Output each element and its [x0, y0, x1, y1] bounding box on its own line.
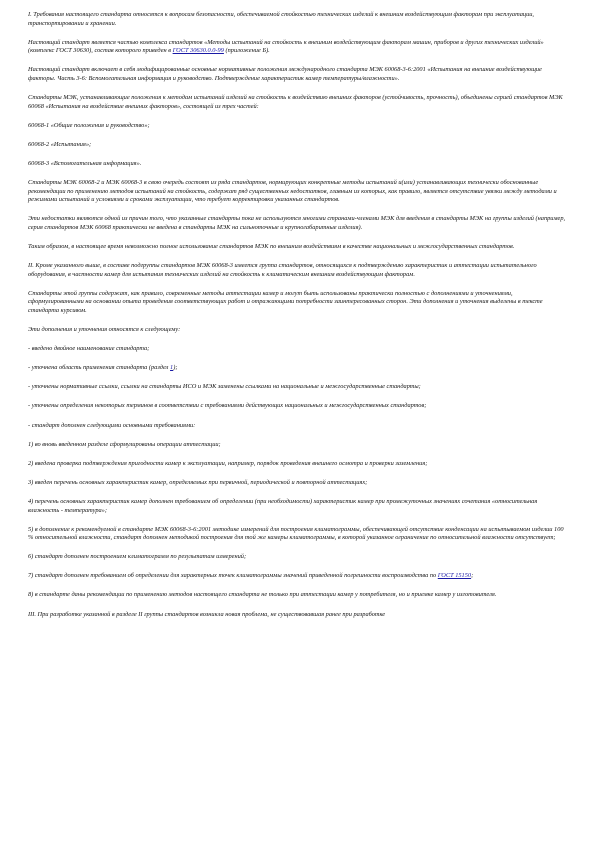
- paragraph: [28, 611, 567, 620]
- paragraph-text: 3) введен перечень основных характеристик камер, определяемых при первичной, периодической и повторной аттестациях;: [28, 478, 368, 486]
- paragraph: [28, 553, 567, 562]
- paragraph: [28, 460, 567, 469]
- paragraph: [28, 290, 567, 316]
- paragraph-text: I. Требования настоящего стандарта относятся к вопросам безопасности, обеспечиваемой стойкостью технических изделий к внешним воздействующим факторам при эксплуатации, транспортировании и хранении.: [28, 11, 535, 27]
- paragraph-text: Эти недостатки являются одной из причин того, что указанные стандарты пока не используются многими странами-членами МЭК для введения в стандарты МЭК на группы изделий (например, серия стандартов МЭК 60068 практически не введена в стандарты МЭК на сильноточные и крупногабаритные изделия).: [28, 215, 566, 231]
- paragraph: [28, 591, 567, 600]
- paragraph: [28, 498, 567, 515]
- paragraph-text: 4) перечень основных характеристик камер дополнен требованием об определении (при необходимости) характеристик камер при промежуточных значениях сочетания «относительная влажность - температура»;: [28, 497, 538, 514]
- paragraph: [28, 402, 567, 411]
- reference-link[interactable]: 1: [170, 364, 174, 372]
- paragraph-text: ;: [471, 572, 474, 580]
- paragraph-text: 1) во вновь введенном разделе сформулированы операции аттестации;: [28, 440, 221, 448]
- paragraph-text: - введено двойное наименование стандарта;: [28, 345, 150, 353]
- paragraph-text: - уточнены определения некоторых терминов в соответствии с требованиями действующих национальных и межгосударственных стандартов;: [28, 402, 427, 410]
- paragraph: [28, 215, 567, 232]
- paragraph: [28, 383, 567, 392]
- paragraph-text: Стандарты МЭК 60068-2 и МЭК 60068-3 в свою очередь состоят из ряда стандартов, нормирующих конкретные методы испытаний и(или) устанавливающих технически обоснованные рекомендации по применению методов испытаний на стойкость, содержат ряд существенных недостатков, главным из которых, как правило, является отсутствие увязки между методами и режимами испытаний и условиями и сроками эксплуатации, что требует корректировки указанных стандартов.: [28, 179, 557, 204]
- paragraph-text: 60068-3 «Вспомогательная информация».: [28, 159, 142, 167]
- paragraph-text: 60068-1 «Общие положения и руководство»;: [28, 121, 150, 129]
- paragraph-text: 6) стандарт дополнен построением климатограмм по результатам измерений;: [28, 553, 247, 561]
- paragraph-text: Таким образом, в настоящее время невозможно полное использование стандартов МЭК по внешним воздействиям в качестве национальных и межгосударственных стандартов.: [28, 243, 515, 250]
- paragraph: [28, 526, 567, 543]
- paragraph-text: Настоящий стандарт является частью комплекса стандартов «Методы испытаний на стойкость к внешним воздействующим факторам машин, приборов и других технических изделий» (комплекс ГОСТ 30630), состав которого приведен в: [28, 38, 544, 55]
- paragraph-text: );: [173, 364, 178, 372]
- paragraph-text: III. При разработке указанной в разделе II группы стандартов возникла новая проблема, не существовавшая ранее при разработке: [28, 610, 386, 618]
- paragraph: [28, 160, 567, 169]
- paragraph: [28, 422, 567, 431]
- paragraph-text: 8) в стандарте даны рекомендации по применению методов настоящего стандарта не только при аттестации камер у потребителя, но и приемке камер у изготовителя.: [28, 591, 497, 599]
- paragraph-text: 5) в дополнение к рекомендуемой в стандарте МЭК 60068-3-6:2001 методике измерений для построения климатограммы, обеспечивающей отсутствие конденсации на испытываемом изделии 100 % относительной влажности, стандарт дополнен методикой построения для той же камеры климатограммы, в которой указанное ограничение по относительной влажности отсутствует;: [28, 525, 564, 542]
- paragraph: [28, 66, 567, 83]
- paragraph: [28, 243, 567, 252]
- paragraph-text: (приложение Б).: [223, 47, 270, 55]
- paragraph: [28, 141, 567, 150]
- paragraph-text: Стандарты этой группы содержат, как правило, современные методы аттестации камер и могут быть использованы практически полностью с дополнениями и уточнениями, сформулированными на основании опыта проведения соответствующих работ и отражающими потребности заинтересованных сторон. Эти дополнения и уточнения выделены в тексте стандарта курсивом.: [28, 289, 543, 314]
- paragraph-text: - уточнены нормативные ссылки, ссылки на стандарты ИСО и МЭК заменены ссылками на национальные и межгосударственные стандарты;: [28, 383, 421, 391]
- paragraph-text: 2) введена проверка подтверждения пригодности камер к эксплуатации, например, порядок проведения внешнего осмотра и проверки заземления;: [28, 459, 428, 467]
- paragraph: [28, 364, 567, 373]
- paragraph: [28, 179, 567, 205]
- paragraph-text: 7) стандарт дополнен требованием об определении для характерных точек климатограммы значений приведенной погрешности воспроизводства по: [28, 572, 438, 580]
- reference-link[interactable]: ГОСТ 30630.0.0-99: [172, 47, 224, 55]
- paragraph: [28, 94, 567, 111]
- paragraph-text: - стандарт дополнен следующими основными требованиями:: [28, 421, 196, 429]
- reference-link[interactable]: ГОСТ 15150: [437, 572, 472, 580]
- paragraph: [28, 39, 567, 56]
- paragraph-text: - уточнена область применения стандарта (раздел: [28, 364, 171, 372]
- paragraph: [28, 572, 567, 581]
- paragraph: [28, 479, 567, 488]
- paragraph: [28, 441, 567, 450]
- paragraph: [28, 345, 567, 354]
- paragraph-text: 60068-2 «Испытания»;: [28, 140, 92, 148]
- paragraph: [28, 11, 567, 28]
- paragraph: [28, 326, 567, 335]
- paragraph: [28, 122, 567, 131]
- paragraph-text: Стандарты МЭК, устанавливающие положения к методам испытаний изделий на стойкость к воздействию внешних факторов (устойчивость, прочность), объединены серией стандартов МЭК 60068 «Испытания на воздействие внешних факторов», состоящей из трех частей:: [28, 94, 563, 110]
- paragraph-text: Эти дополнения и уточнения относятся к следующему:: [28, 326, 181, 334]
- paragraph-text: Настоящий стандарт включает в себя модифицированные основные нормативные положения международного стандарта МЭК 60068-3-6:2001 «Испытания на внешние воздействующие факторы. Часть 3-6: Вспомогательная информация и руководство. Подтверждение характеристик камер температуры/влажности».: [28, 66, 542, 82]
- paragraph: [28, 262, 567, 279]
- paragraph-text: II. Кроме указанного выше, в составе подгруппы стандартов МЭК 60068-3 имеется группа стандартов, относящихся к подтверждению характеристик и аттестации испытательного оборудования, в частности камер для испытания технических изделий на стойкость к климатическим внешним воздействующим факторам.: [28, 262, 537, 278]
